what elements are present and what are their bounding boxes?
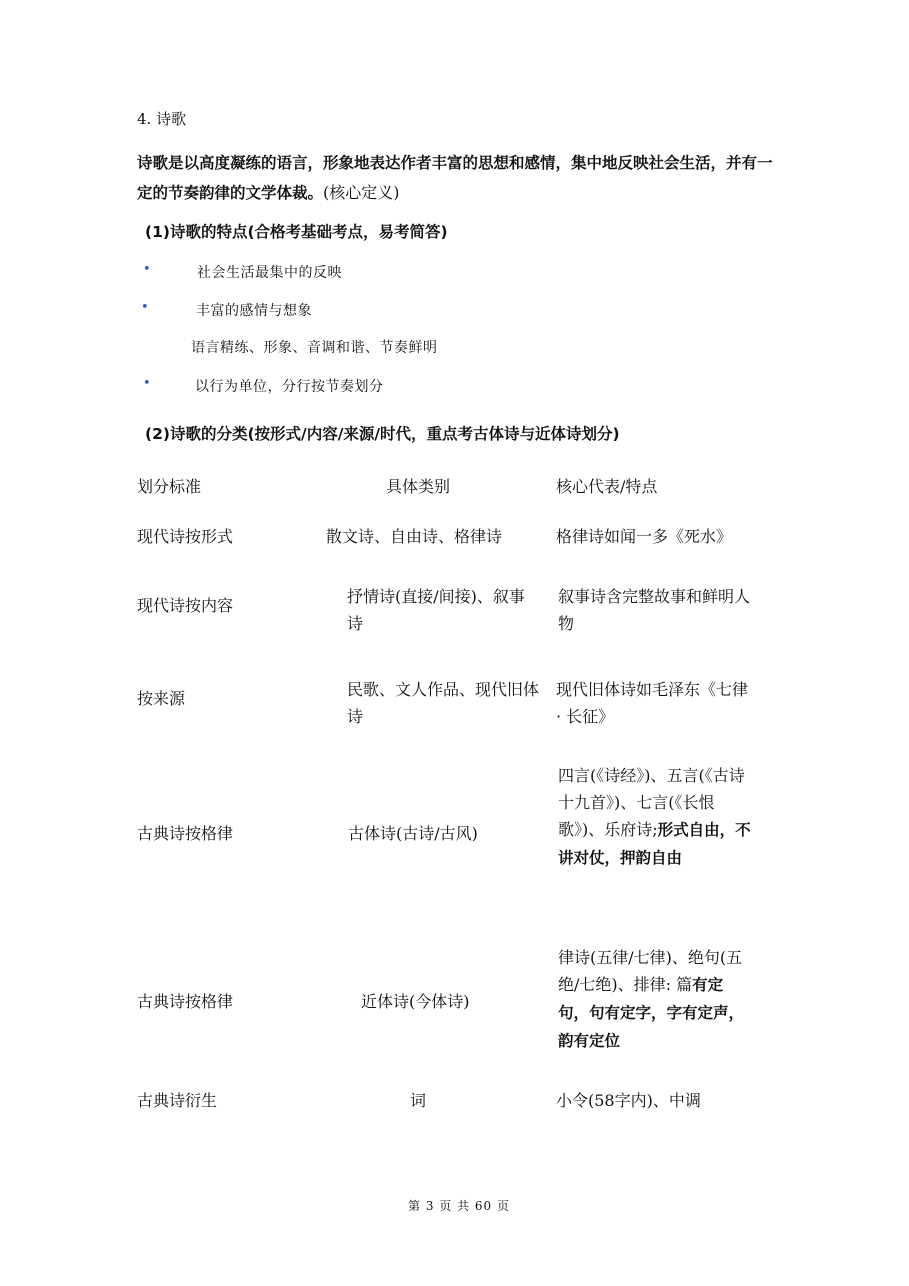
table-cell-standard: 古典诗按格律: [137, 824, 234, 843]
bullet-dot: •: [141, 300, 149, 315]
table-cell-standard: 古典诗按格律: [137, 992, 234, 1011]
feature-item: 以行为单位，分行按节奏划分: [195, 379, 384, 395]
table-cell-category: 民歌、文人作品、现代旧体诗: [347, 680, 540, 726]
table-cell-category: 散文诗、自由诗、格律诗: [326, 527, 503, 546]
definition-note: (核心定义): [323, 183, 400, 202]
table-cell-category: 抒情诗(直接/间接)、叙事诗: [347, 587, 525, 633]
table-cell-standard: 现代诗按内容: [137, 596, 234, 615]
features-heading: (1)诗歌的特点(合格考基础考点，易考简答): [145, 223, 448, 241]
table-header-category: 具体类别: [386, 477, 451, 496]
table-cell-example-bold: 有定句，句有定字，字有定声，韵有定位: [558, 976, 745, 1050]
feature-item: 语言精练、形象、音调和谐、节奏鲜明: [191, 340, 438, 356]
table-cell-example-text: 四言(《诗经》)、五言(《古诗十九首》)、七言(《长恨歌》)、乐府诗;: [558, 766, 745, 839]
page-footer: 第 3 页 共 60 页: [408, 1199, 510, 1213]
table-header-standard: 划分标准: [137, 477, 202, 496]
bullet-dot: •: [143, 262, 151, 277]
table-cell-standard: 现代诗按形式: [137, 527, 234, 546]
definition-paragraph: [137, 148, 777, 208]
bullet-dot: •: [143, 376, 151, 391]
section-title: 4. 诗歌: [137, 110, 187, 128]
table-cell-example: 小令(58字内)、中调: [556, 1091, 701, 1110]
table-cell-standard: 按来源: [137, 689, 186, 708]
table-cell-category: 词: [410, 1091, 427, 1110]
table-cell-category: 古体诗(古诗/古风): [348, 824, 478, 843]
feature-item: 社会生活最集中的反映: [197, 265, 342, 281]
table-cell-category: 近体诗(今体诗): [361, 992, 470, 1011]
table-cell-example: 格律诗如闻一多《死水》: [556, 527, 733, 546]
definition-bold-text: 诗歌是以高度凝练的语言，形象地表达作者丰富的思想和感情，集中地反映社会生活，并有一定的节奏韵律的文学体裁。: [137, 154, 773, 202]
table-cell-example: [558, 944, 748, 1055]
table-cell-example-bold: 形式自由，不讲对仗，押韵自由: [558, 821, 751, 867]
table-cell-example: [558, 762, 758, 872]
table-cell-example-text: 律诗(五律/七律)、绝句(五绝/七绝)、排律: 篇: [558, 948, 743, 994]
table-cell-example: 现代旧体诗如毛泽东《七律 · 长征》: [556, 680, 749, 726]
table-cell-example: 叙事诗含完整故事和鲜明人 物: [558, 587, 751, 633]
classification-heading: (2)诗歌的分类(按形式/内容/来源/时代，重点考古体诗与近体诗划分): [145, 425, 620, 443]
table-header-example: 核心代表/特点: [556, 477, 658, 496]
feature-item: 丰富的感情与想象: [196, 303, 312, 319]
table-cell-standard: 古典诗衍生: [137, 1091, 218, 1110]
